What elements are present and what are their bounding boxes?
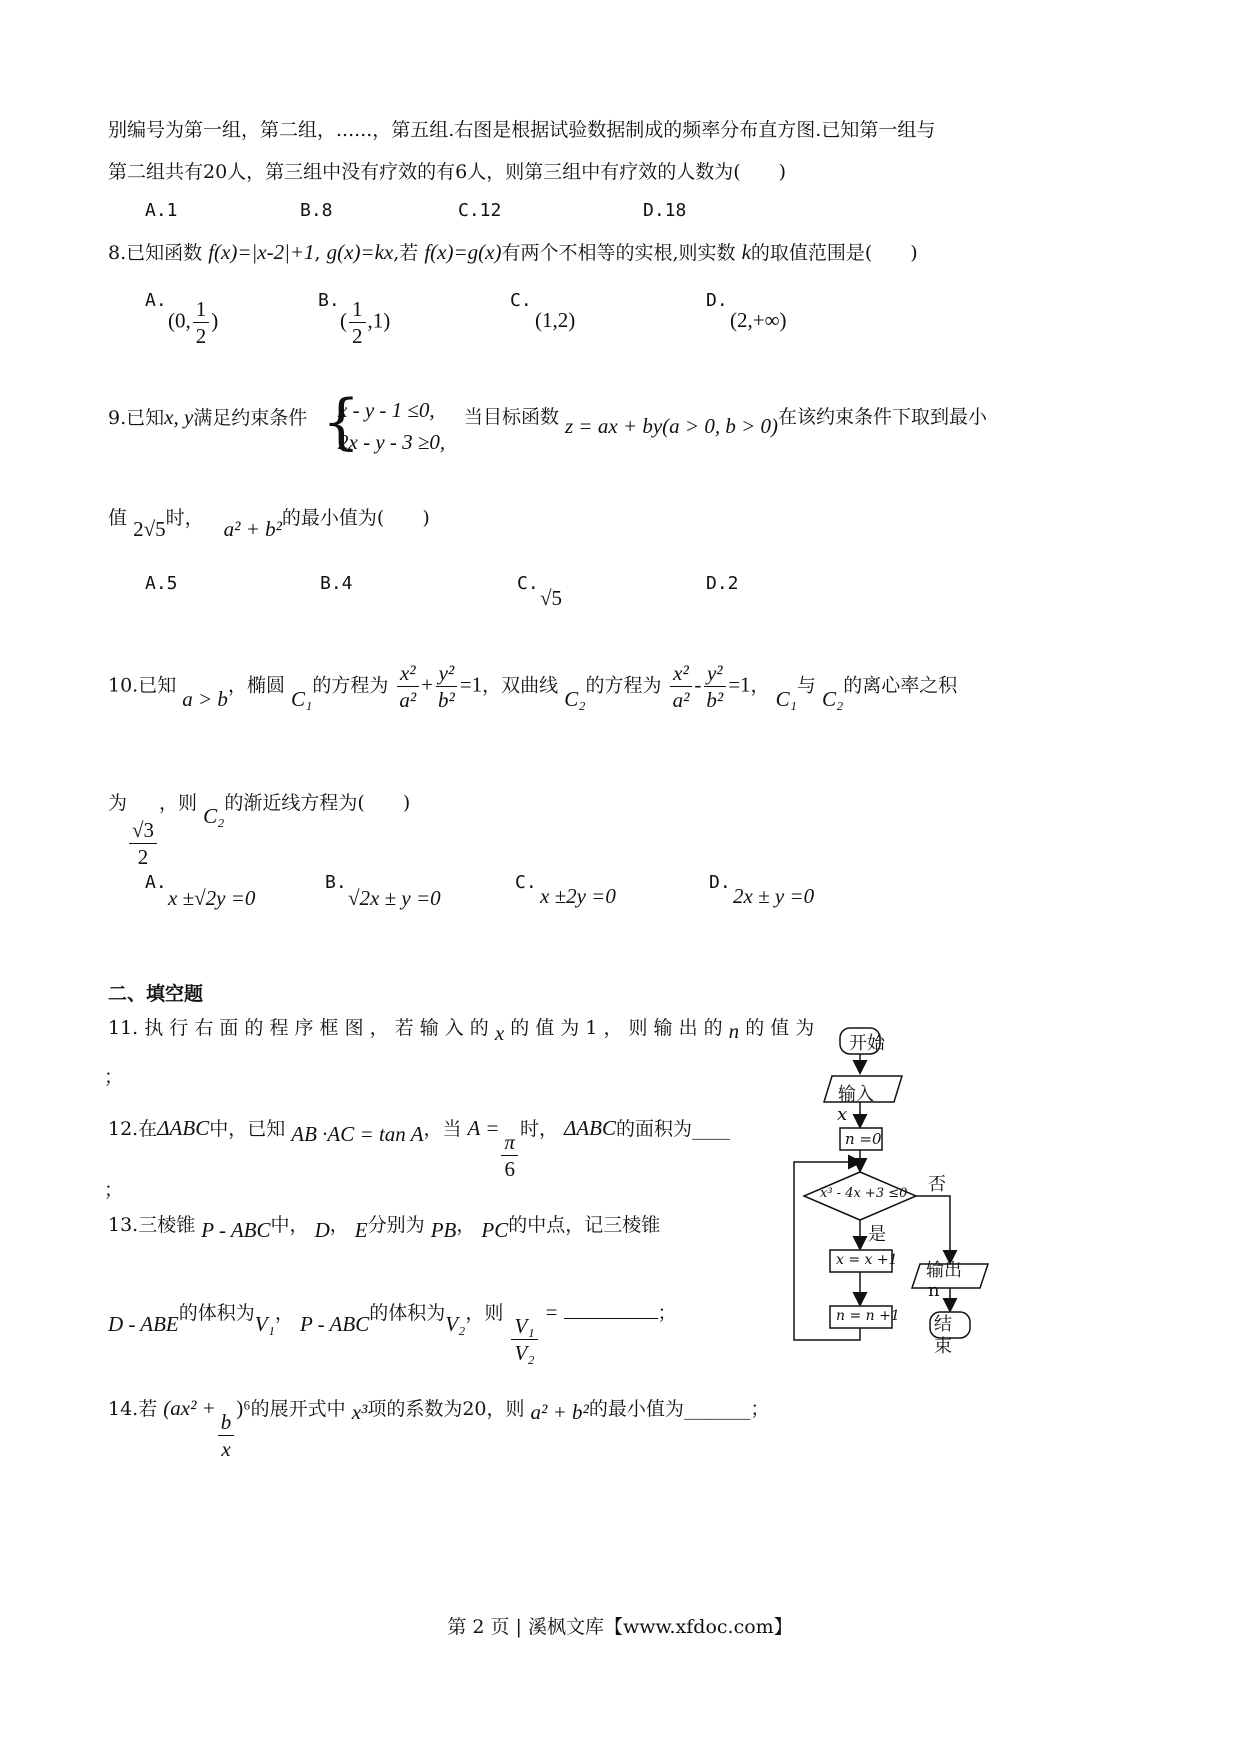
q9-option-b: B.4 (320, 573, 353, 594)
q8-option-b-label: B. (318, 290, 340, 311)
q9-option-a: A.5 (145, 573, 178, 594)
q12-stem: 12.在ΔABC中，已知 AB ·AC = tan A，当 A = $\frac{\pi}{6}$ 时， ΔABC的面积为____ (108, 1116, 731, 1181)
flowchart-condition-label: x³ - 4x +3 ≤0 (820, 1186, 908, 1201)
q8-option-a: (0, $\frac{1}{2}$ ) (168, 297, 219, 348)
q7-option-b: B.8 (300, 200, 333, 221)
q10-option-c: x ±2y =0 (540, 884, 616, 908)
q7-line1: 别编号为第一组，第二组，......，第五组.右图是根据试验数据制成的频率分布直方图.已知第一组与 (108, 119, 936, 141)
section-2-heading: 二、填空题 (108, 983, 204, 1005)
q7-option-d: D.18 (643, 200, 687, 221)
q10-stem: 10.已知 a > b，椭圆 C₁的方程为 $\frac{\text{x²}}{\text{a²}}$ + $\frac{\text{y²}}{\text{b²}}$ =1，双曲线 C₂的方程为 $\frac{\text{x²}}{\text{a²}}$ - $\frac{\text{y²}}{\text{b²}}$ =1， C₁与 C₂的离心率之积 (108, 661, 958, 712)
flowchart-init-label: n =0 (845, 1130, 882, 1148)
flowchart-input-var: x (837, 1104, 848, 1125)
q11-stem: 11. 执 行 右 面 的 程 序 框 图 ， 若 输 入 的 x 的 值 为 1 ， 则 输 出 的 n 的 值 为 (108, 1017, 815, 1045)
q8-option-c-label: C. (510, 290, 532, 311)
q9-line2: 值 2√5时， a² + b²的最小值为( ) (108, 507, 430, 541)
q13-line2: D - ABE的体积为V₁， P - ABC的体积为V₂，则 $\frac{\text{V₁}}{\text{V₂}}$ = ； (108, 1300, 677, 1365)
flowchart-output-label: 输出 (926, 1260, 962, 1281)
q7-line2: 第二组共有20人，第三组中没有疗效的有6人，则第三组中有疗效的人数为( ) (108, 161, 787, 183)
q14-stem: 14.若 (ax² + $\frac{b}{x}$ )⁶的展开式中 x³项的系数为20，则 a² + b²的最小值为_______； (108, 1396, 770, 1461)
flowchart-step-n-label: n = n +1 (836, 1308, 900, 1324)
page-footer: 第 2 页 | 溪枫文库【www.xfdoc.com】 (447, 1616, 793, 1638)
q9-objective: z = ax + by(a > 0, b > 0) (565, 414, 778, 438)
q10-line2: 为 $\frac{√3}{2}$ ，则 C₂的渐近线方程为( ) (108, 792, 411, 869)
q10-option-c-label: C. (515, 872, 537, 893)
q13-answer-blank[interactable] (564, 1318, 658, 1319)
q13-stem: 13.三棱锥 P - ABC中， D， E分别为 PB， PC的中点，记三棱锥 (108, 1214, 661, 1242)
flowchart-end-label: 结束 (934, 1314, 952, 1357)
flowchart-step-x-label: x = x +1 (836, 1252, 898, 1268)
q10-option-b: √2x ± y =0 (348, 886, 441, 910)
flowchart-start-label: 开始 (849, 1033, 885, 1054)
q8-option-d-label: D. (706, 290, 728, 311)
flowchart-input-label: 输入 (838, 1084, 874, 1105)
q8-stem: 8.已知函数 f(x)=|x-2|+1, g(x)=kx,若 f(x)=g(x)有两个不相等的实根,则实数 k的取值范围是( ) (108, 240, 918, 264)
q8-option-b: ( $\frac{1}{2}$ ,1) (340, 297, 391, 348)
flowchart-yes-label: 是 (868, 1224, 886, 1245)
q12-line2: ； (104, 1179, 124, 1201)
q8-option-c: (1,2) (535, 308, 576, 332)
q9-option-c-label: C. (517, 573, 539, 594)
q10-option-a: x ±√2y =0 (168, 886, 256, 910)
q9-brace: { (322, 387, 361, 457)
flowchart-output-var: n (928, 1280, 940, 1301)
q10-option-d: 2x ± y =0 (733, 884, 815, 908)
q7-option-a: A.1 (145, 200, 178, 221)
q8-option-d: (2,+∞) (730, 308, 787, 332)
q10-option-d-label: D. (709, 872, 731, 893)
q8-option-a-label: A. (145, 290, 167, 311)
q9-option-c: √5 (540, 586, 563, 610)
q7-option-c: C.12 (458, 200, 502, 221)
q9-tail: 在该约束条件下取到最小 (778, 406, 988, 428)
q9-mid: 当目标函数 (464, 406, 560, 428)
q10-option-b-label: B. (325, 872, 347, 893)
q10-option-a-label: A. (145, 872, 167, 893)
flowchart-no-label: 否 (928, 1174, 946, 1195)
q9-constraint-2: 2x - y - 3 ≥0, (338, 430, 446, 454)
q9-option-d: D.2 (706, 573, 739, 594)
q11-line2: ； (104, 1066, 124, 1088)
q9-prefix: 9.已知x, y满足约束条件 (108, 405, 308, 429)
q9-constraint-1: x - y - 1 ≤0, (338, 398, 435, 422)
